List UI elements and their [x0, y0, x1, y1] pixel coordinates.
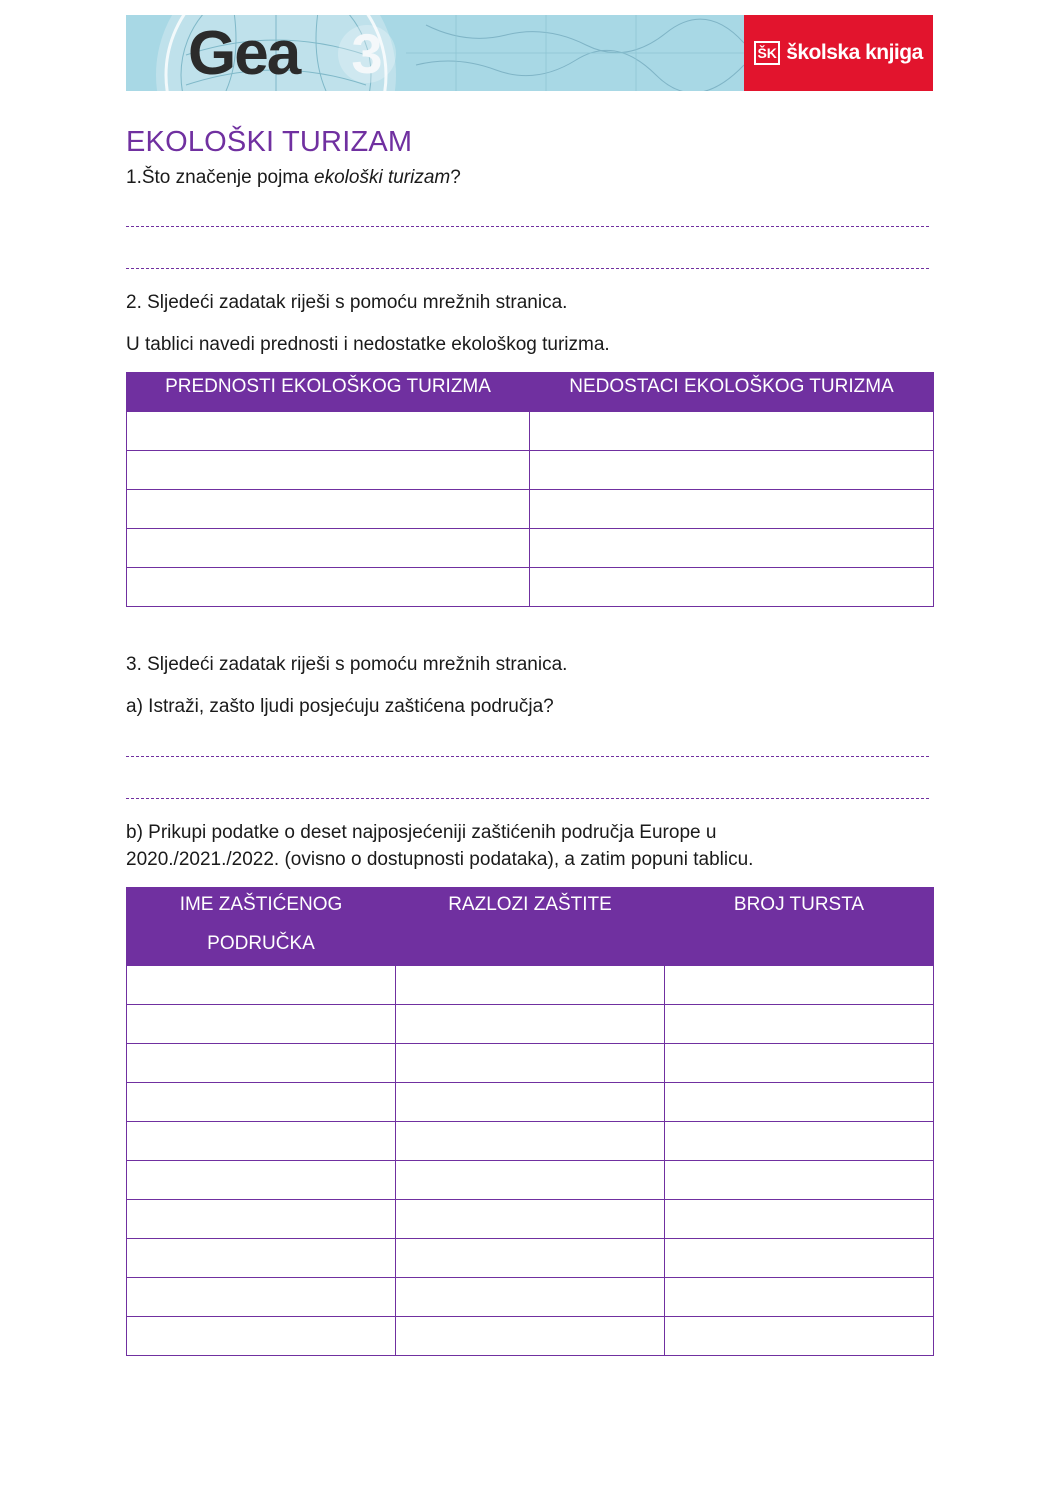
- table-row: [127, 1044, 934, 1083]
- reason-cell[interactable]: [396, 1005, 665, 1044]
- cons-cell[interactable]: [530, 568, 934, 607]
- page-title: EKOLOŠKI TURIZAM: [126, 126, 413, 158]
- publisher-logo: [744, 15, 933, 91]
- tourists-cell[interactable]: [665, 1278, 934, 1317]
- cons-cell[interactable]: [530, 529, 934, 568]
- header-protection-reasons-label: RAZLOZI ZAŠTITE: [448, 894, 612, 915]
- tourists-cell[interactable]: [665, 1161, 934, 1200]
- table-row: [127, 1278, 934, 1317]
- table-row: [127, 1317, 934, 1356]
- table-row: [127, 529, 934, 568]
- table-row: [127, 412, 934, 451]
- answer-line-1[interactable]: [126, 226, 929, 227]
- area-cell[interactable]: [127, 1005, 396, 1044]
- table-row: [127, 1122, 934, 1161]
- table-header-row: [127, 888, 934, 966]
- header-tourist-count: [665, 888, 934, 966]
- table-row: [127, 966, 934, 1005]
- header-cons: NEDOSTACI EKOLOŠKOG TURIZMA: [530, 373, 934, 412]
- series-title: Gea: [188, 19, 300, 88]
- tourists-cell[interactable]: [665, 1083, 934, 1122]
- question-1-prefix: 1.Što značenje pojma: [126, 167, 315, 188]
- question-2-instruction: U tablici navedi prednosti i nedostatke ekološkog turizma.: [126, 334, 610, 355]
- header-banner: [126, 15, 933, 91]
- area-cell[interactable]: [127, 1161, 396, 1200]
- header-pros: PREDNOSTI EKOLOŠKOG TURIZMA: [127, 373, 530, 412]
- table-row: [127, 1239, 934, 1278]
- reason-cell[interactable]: [396, 1044, 665, 1083]
- tourists-cell[interactable]: [665, 1122, 934, 1161]
- area-cell[interactable]: [127, 1122, 396, 1161]
- area-cell[interactable]: [127, 966, 396, 1005]
- header-protection-reasons: [396, 888, 665, 966]
- header-tourist-count-label: BROJ TURSTA: [733, 894, 865, 915]
- tourists-cell[interactable]: [665, 1044, 934, 1083]
- grade-number: 3: [338, 25, 396, 83]
- table-row: [127, 1005, 934, 1044]
- header-area-name: [127, 888, 396, 966]
- cons-cell[interactable]: [530, 490, 934, 529]
- table-row: [127, 1200, 934, 1239]
- question-1-term: ekološki turizam: [314, 167, 451, 188]
- reason-cell[interactable]: [396, 1317, 665, 1356]
- question-1-suffix: ?: [450, 167, 461, 188]
- reason-cell[interactable]: [396, 1083, 665, 1122]
- area-cell[interactable]: [127, 1044, 396, 1083]
- area-cell[interactable]: [127, 1239, 396, 1278]
- table-row: [127, 490, 934, 529]
- tourists-cell[interactable]: [665, 966, 934, 1005]
- pros-cell[interactable]: [127, 568, 530, 607]
- cons-cell[interactable]: [530, 412, 934, 451]
- tourists-cell[interactable]: [665, 1005, 934, 1044]
- pros-cell[interactable]: [127, 529, 530, 568]
- header-area-name-line1: IME ZAŠTIĆENOG: [179, 894, 343, 915]
- question-3b-line1: b) Prikupi podatke o deset najposjećeniji zaštićenih područja Europe u: [126, 822, 717, 843]
- question-3a: a) Istraži, zašto ljudi posjećuju zaštićena područja?: [126, 696, 554, 717]
- reason-cell[interactable]: [396, 1161, 665, 1200]
- answer-line-3[interactable]: [126, 756, 929, 757]
- table-row: [127, 1161, 934, 1200]
- pros-cell[interactable]: [127, 451, 530, 490]
- table-header-row: [127, 373, 934, 412]
- pros-cell[interactable]: [127, 490, 530, 529]
- tourists-cell[interactable]: [665, 1239, 934, 1278]
- answer-line-4[interactable]: [126, 798, 929, 799]
- area-cell[interactable]: [127, 1200, 396, 1239]
- pros-cons-table: [126, 372, 934, 607]
- question-1: [126, 164, 461, 191]
- table-row: [127, 1083, 934, 1122]
- reason-cell[interactable]: [396, 1278, 665, 1317]
- table-row: [127, 568, 934, 607]
- reason-cell[interactable]: [396, 1239, 665, 1278]
- protected-areas-table: [126, 887, 934, 1356]
- tourists-cell[interactable]: [665, 1317, 934, 1356]
- publisher-name: školska knjiga: [786, 41, 923, 64]
- reason-cell[interactable]: [396, 1200, 665, 1239]
- reason-cell[interactable]: [396, 966, 665, 1005]
- question-3-intro: 3. Sljedeći zadatak riješi s pomoću mrežnih stranica.: [126, 654, 568, 675]
- publisher-mark-icon: ŠK: [754, 41, 780, 65]
- reason-cell[interactable]: [396, 1122, 665, 1161]
- tourists-cell[interactable]: [665, 1200, 934, 1239]
- question-2-intro: 2. Sljedeći zadatak riješi s pomoću mrežnih stranica.: [126, 292, 568, 313]
- table-row: [127, 451, 934, 490]
- header-area-name-line2: PODRUČKA: [207, 933, 315, 954]
- pros-cell[interactable]: [127, 412, 530, 451]
- cons-cell[interactable]: [530, 451, 934, 490]
- area-cell[interactable]: [127, 1317, 396, 1356]
- question-3b-line2: 2020./2021./2022. (ovisno o dostupnosti podataka), a zatim popuni tablicu.: [126, 849, 754, 870]
- area-cell[interactable]: [127, 1278, 396, 1317]
- area-cell[interactable]: [127, 1083, 396, 1122]
- answer-line-2[interactable]: [126, 268, 929, 269]
